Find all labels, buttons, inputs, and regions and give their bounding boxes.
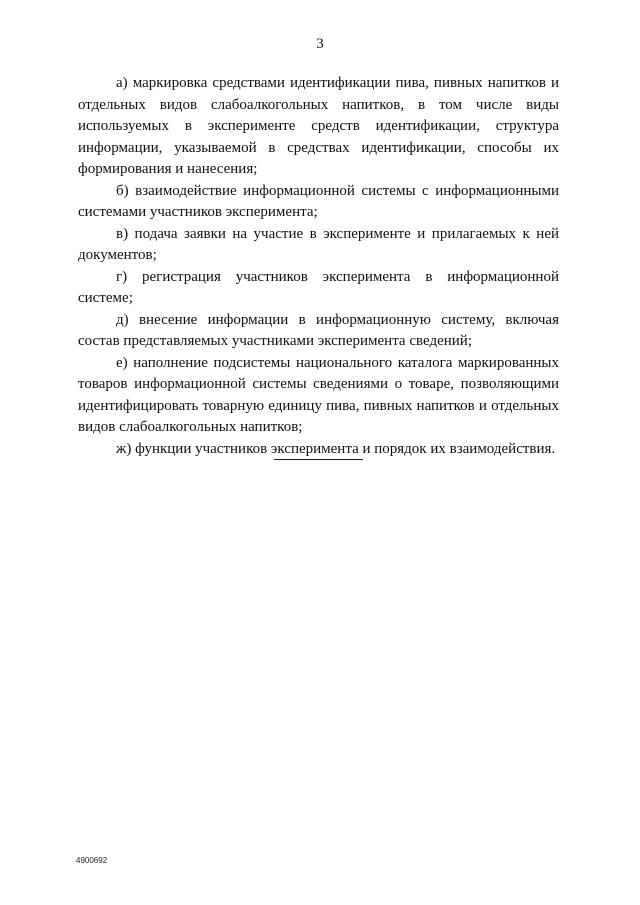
document-code: 4900692 xyxy=(76,856,108,865)
paragraph-e: е) наполнение подсистемы национального каталога маркированных товаров информационной системы сведениями о товаре, позволяющими идентифицировать товарную единицу пива, пивных напитков и отдельных видов слабоалкогольных напитков; xyxy=(78,354,559,435)
paragraph-g: г) регистрация участников эксперимента в информационной системе; xyxy=(78,268,559,306)
paragraph-d: д) внесение информации в информационную систему, включая состав представляемых участниками эксперимента сведений; xyxy=(78,311,559,349)
paragraph-v: в) подача заявки на участие в эксперименте и прилагаемых к ней документов; xyxy=(78,225,559,263)
paragraph-a: а) маркировка средствами идентификации пива, пивных напитков и отдельных видов слабоалкогольных напитков, в том числе виды используемых в эксперименте средств идентификации, структура информации, указываемой в средствах идентификации, способы их формирования и нанесения; xyxy=(78,75,559,177)
end-divider xyxy=(274,459,363,460)
paragraph-b: б) взаимодействие информационной системы с информационными системами участников эксперимента; xyxy=(78,182,559,220)
paragraph-zh: ж) функции участников эксперимента и порядок их взаимодействия. xyxy=(116,440,556,457)
document-body xyxy=(78,73,559,460)
page-number: 3 xyxy=(316,36,324,52)
